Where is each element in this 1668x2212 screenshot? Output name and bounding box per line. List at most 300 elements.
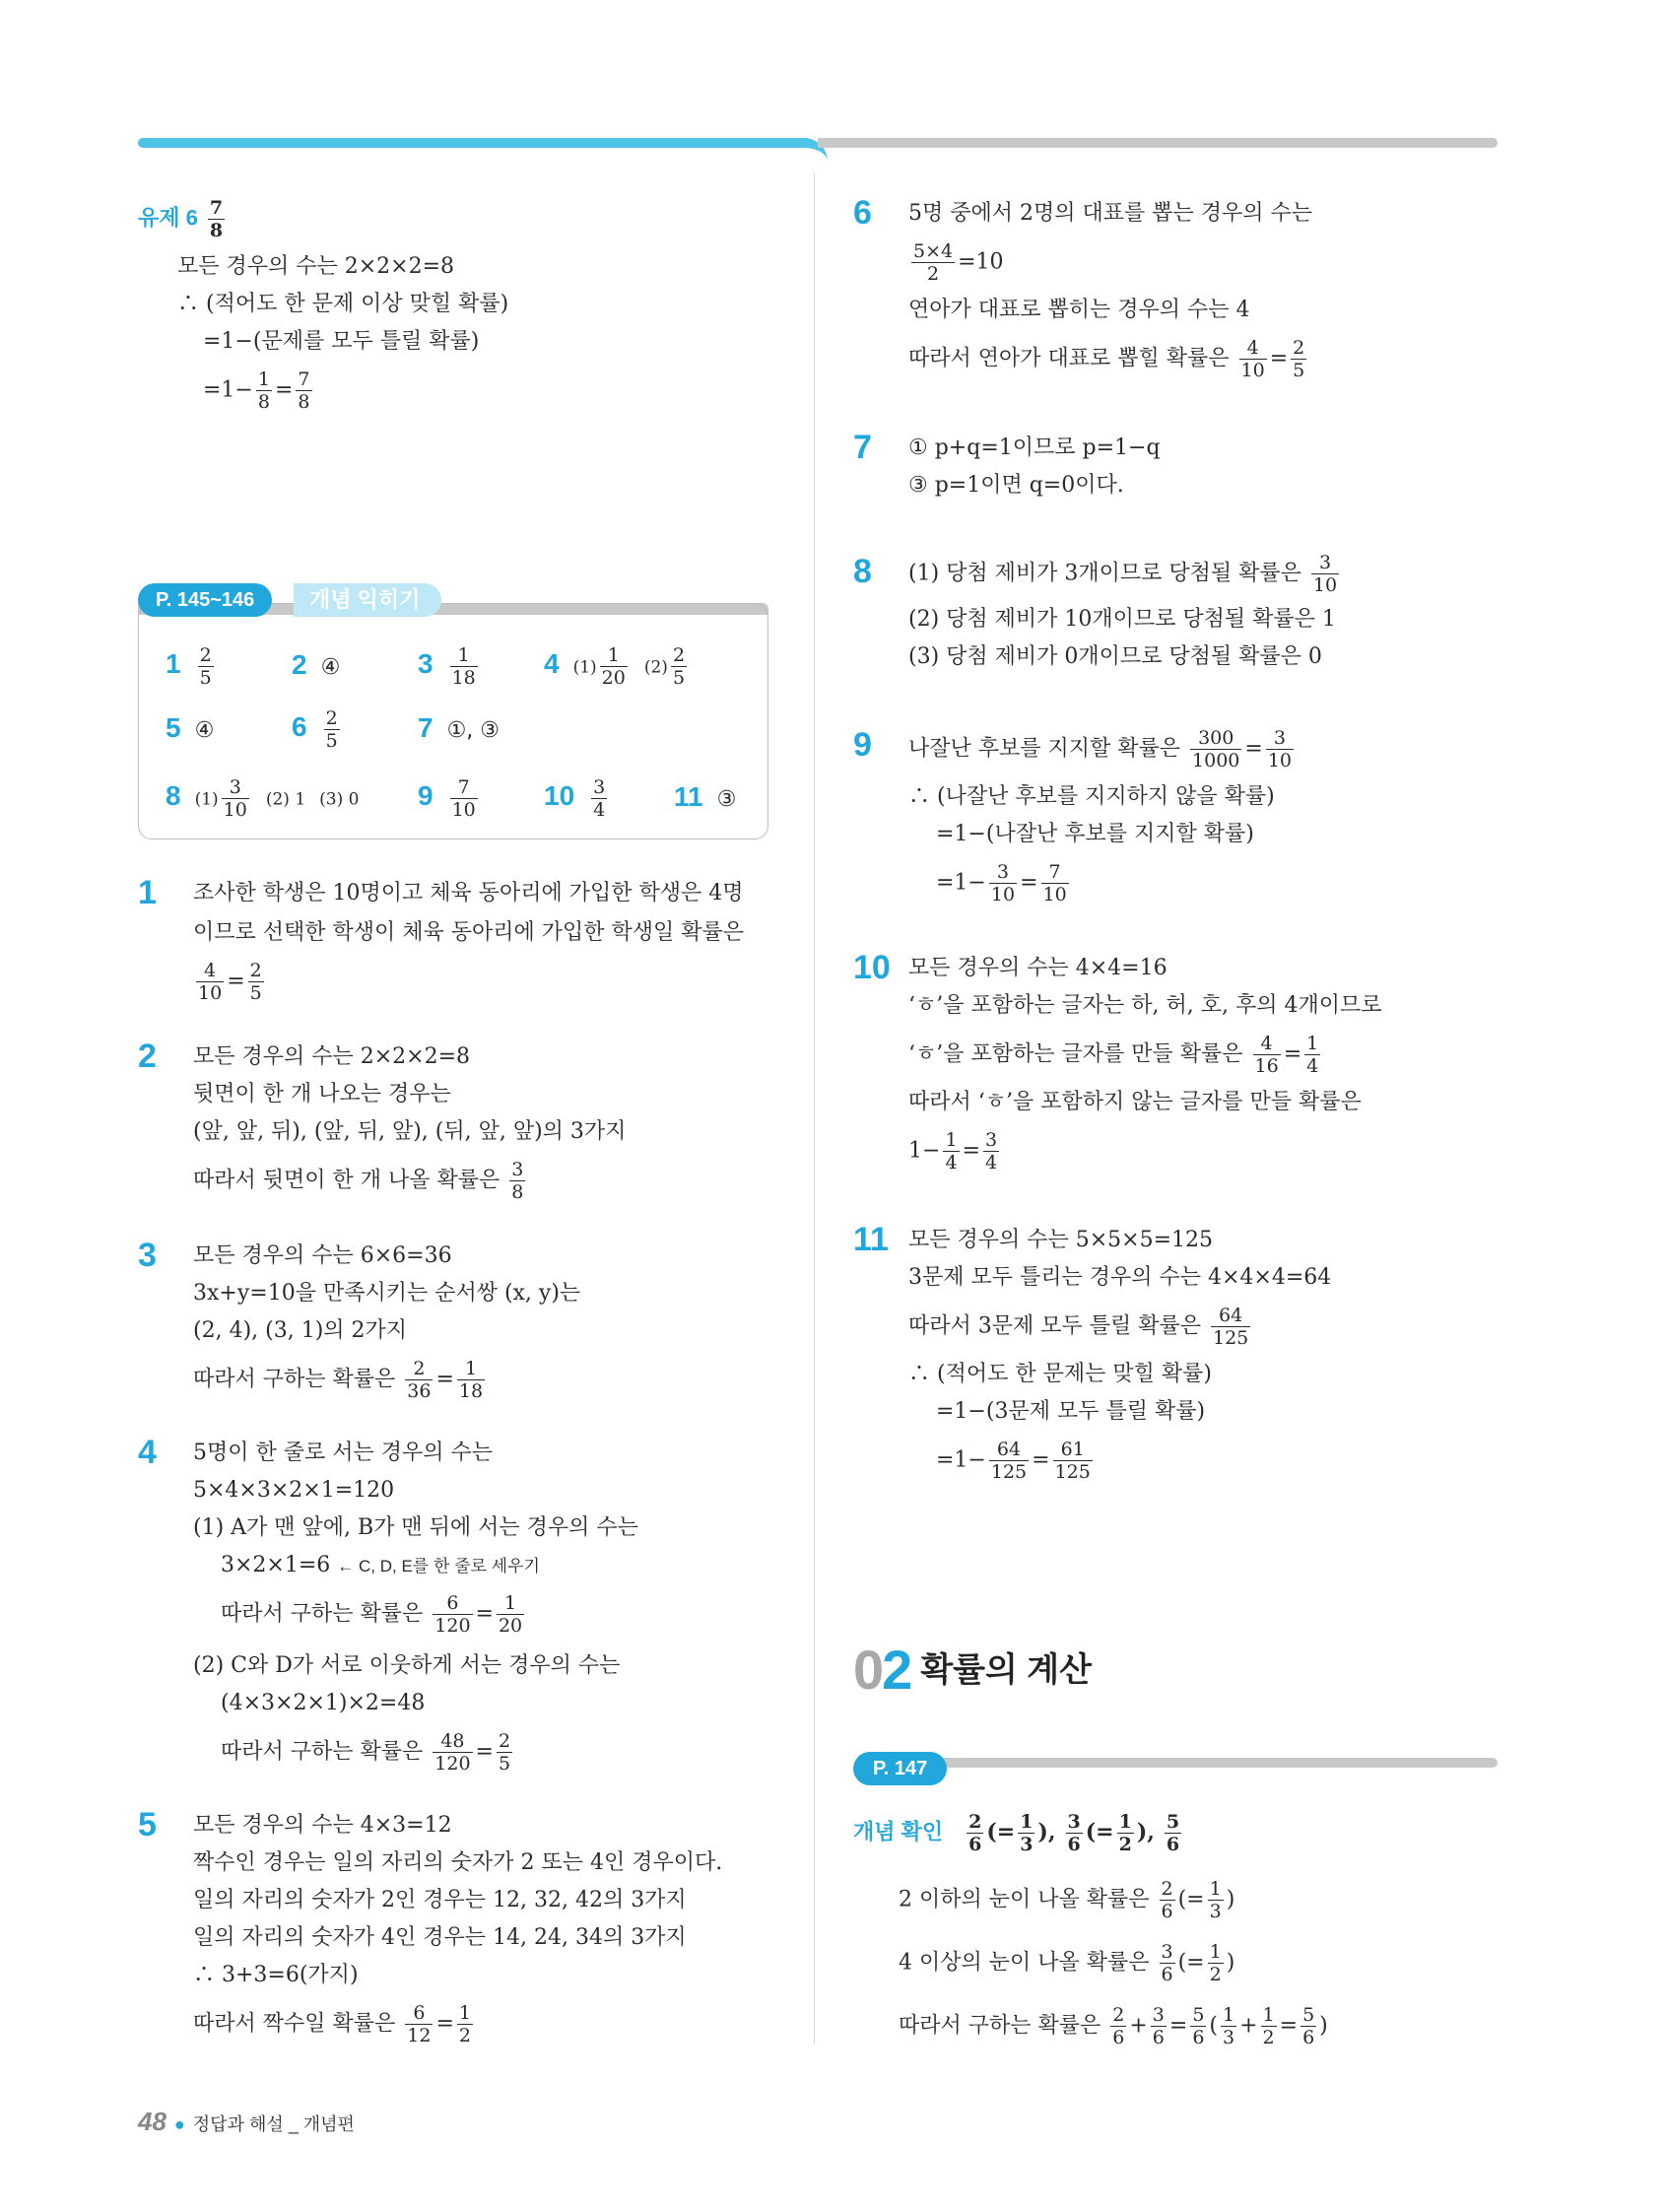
- concept-check-line: [853, 1811, 1184, 1855]
- frac-num: 48: [433, 1730, 472, 1753]
- part-label: (1): [572, 657, 597, 678]
- p147-bar: [916, 1758, 1498, 1768]
- q5-line3: 일의 자리의 숫자가 2인 경우는 12, 32, 42의 3가지: [193, 1888, 687, 1912]
- part-label: (2): [643, 657, 668, 678]
- example6-label: 유제 6: [138, 205, 198, 231]
- q3-line2: 3x+y=10을 만족시키는 순서쌍 (x, y)는: [193, 1281, 581, 1306]
- q6-line3: 연아가 대표로 뽑히는 경우의 수는 4: [908, 298, 1250, 322]
- answer-1: [166, 644, 217, 689]
- frac-num: 2: [1293, 337, 1305, 359]
- column-divider: [814, 172, 815, 2044]
- section-number: [853, 1639, 910, 1701]
- frac-den: 2: [1209, 1964, 1222, 1985]
- frac-num: 1: [497, 1592, 524, 1615]
- fraction: [1208, 1941, 1224, 1985]
- q2-line1: 모든 경우의 수는 2×2×2=8: [193, 1044, 471, 1069]
- frac-den: 8: [511, 1181, 524, 1203]
- q5-line4: 일의 자리의 숫자가 4인 경우는 14, 24, 34의 3가지: [193, 1925, 687, 1950]
- frac-num: 2: [1161, 1878, 1173, 1900]
- frac-num: 7: [209, 197, 224, 219]
- frac-num: 64: [989, 1439, 1029, 1461]
- fraction: [671, 644, 687, 689]
- answer-4: [544, 644, 690, 689]
- frac-num: 1: [1223, 2004, 1235, 2026]
- concept-check-line2: [899, 1941, 1234, 1985]
- frac-den: 10: [1267, 750, 1292, 771]
- frac-den: 8: [209, 220, 224, 241]
- equals: =: [435, 1367, 454, 1392]
- answer-value: ④: [320, 655, 341, 680]
- q5-number: 5: [138, 1806, 157, 1843]
- fraction: [324, 707, 340, 752]
- fraction: [433, 1592, 472, 1637]
- footer: [138, 2107, 355, 2137]
- frac-num: 6: [405, 2002, 433, 2025]
- frac-num: 7: [298, 369, 310, 390]
- fraction: [1221, 2004, 1236, 2048]
- frac-num: 2: [249, 960, 262, 981]
- text: 따라서 뒷면이 한 개 나올 확률은: [193, 1168, 500, 1193]
- q7-line2: ③ p=1이면 q=0이다.: [908, 473, 1124, 498]
- frac-num: 1: [458, 2002, 471, 2024]
- frac-num: 1: [257, 369, 270, 390]
- frac-den: 10: [198, 982, 223, 1004]
- part-label: (1): [194, 789, 219, 810]
- fraction: [405, 2002, 433, 2046]
- q2-line2: 뒷면이 한 개 나오는 경우는: [193, 1082, 451, 1106]
- answer-number: 10: [544, 779, 575, 811]
- frac-den: 10: [1312, 574, 1338, 596]
- fraction: [1151, 2004, 1167, 2048]
- plus: +: [1239, 2013, 1258, 2039]
- q4-line3: (1) A가 맨 앞에, B가 맨 뒤에 서는 경우의 수는: [193, 1515, 638, 1540]
- frac-den: 3: [1223, 2027, 1235, 2048]
- frac-den: 20: [601, 667, 626, 689]
- fraction: [911, 240, 955, 285]
- answer-2: [292, 650, 340, 683]
- equals: =: [274, 377, 294, 403]
- fraction: [989, 1439, 1029, 1483]
- answer-6: [292, 707, 343, 752]
- frac-den: 6: [1166, 1834, 1180, 1855]
- text: 따라서 구하는 확률은: [221, 1601, 424, 1627]
- q9-line1: [908, 727, 1297, 771]
- frac-den: 4: [1306, 1055, 1319, 1077]
- fraction: [1304, 1033, 1320, 1077]
- fraction: [196, 960, 224, 1004]
- text: 나잘난 후보를 지지할 확률은: [908, 736, 1181, 762]
- paren: (=: [1085, 1819, 1114, 1845]
- q6-line4: [908, 337, 1309, 381]
- q4-line8: [221, 1730, 515, 1775]
- text: (1) 당첨 제비가 3개이므로 당첨될 확률은: [908, 561, 1301, 586]
- frac-den: 5: [1293, 360, 1305, 381]
- frac-num: 1: [600, 644, 628, 667]
- fraction: [296, 369, 311, 413]
- fraction: [967, 1811, 983, 1855]
- frac-den: 3: [1209, 1901, 1222, 1922]
- equals: =: [227, 969, 245, 994]
- q11-line6: [936, 1439, 1096, 1483]
- frac-num: 4: [196, 960, 224, 982]
- equals: =: [435, 2011, 454, 2037]
- equals: =: [1269, 346, 1289, 371]
- frac-num: 2: [1112, 2004, 1125, 2026]
- frac-num: 2: [968, 1811, 982, 1833]
- q6-line2: [908, 240, 1004, 285]
- fraction: [1110, 2004, 1126, 2048]
- frac-num: 61: [1053, 1439, 1093, 1461]
- answer-value: ④: [194, 718, 215, 743]
- frac-num: 4: [1239, 337, 1267, 360]
- fraction: [1311, 552, 1339, 596]
- q8-line2: (2) 당첨 제비가 10개이므로 당첨될 확률은 1: [908, 607, 1336, 632]
- answer-11: [674, 782, 736, 815]
- frac-den: 2: [927, 263, 940, 285]
- frac-den: 6: [1161, 1901, 1173, 1922]
- text: =10: [958, 249, 1004, 275]
- answer-number: 7: [418, 712, 434, 743]
- frac-den: 125: [1213, 1327, 1249, 1349]
- frac-den: 1000: [1192, 750, 1240, 771]
- paren: (=: [1177, 1950, 1205, 1976]
- text: 3×2×1=6: [221, 1553, 331, 1577]
- q10-line4: 따라서 ‘ㅎ’을 포함하지 않는 글자를 만들 확률은: [908, 1090, 1362, 1114]
- section-number-a: 0: [853, 1639, 883, 1701]
- concept-box-page: P. 145~146: [138, 583, 272, 617]
- answer-number: 2: [292, 649, 307, 680]
- q5-line1: 모든 경우의 수는 4×3=12: [193, 1813, 452, 1838]
- frac-num: 3: [984, 1129, 998, 1151]
- q11-line1: 모든 경우의 수는 5×5×5=125: [908, 1228, 1214, 1252]
- text: =1−: [203, 377, 253, 403]
- fraction: [1266, 727, 1294, 771]
- frac-num: 5×4: [913, 240, 954, 262]
- paren: ): [1319, 2013, 1328, 2039]
- frac-num: 2: [672, 644, 686, 666]
- frac-den: 5: [498, 1753, 511, 1775]
- example6-line2: ∴ (적어도 한 문제 이상 맞힐 확률): [177, 292, 509, 316]
- frac-den: 120: [434, 1615, 471, 1637]
- answer-number: 3: [418, 647, 434, 679]
- section-number-b: 2: [882, 1639, 911, 1701]
- fraction: [509, 1159, 525, 1203]
- fraction: [497, 1592, 524, 1637]
- equals: =: [1279, 2013, 1299, 2039]
- answer-7: [418, 713, 500, 746]
- q2-line4: [193, 1159, 528, 1203]
- equals: =: [1283, 1041, 1302, 1067]
- q7-number: 7: [853, 429, 872, 466]
- text: 1−: [908, 1138, 941, 1164]
- paren: (=: [986, 1819, 1016, 1845]
- fraction: [433, 1730, 472, 1775]
- note: ← C, D, E를 한 줄로 세우기: [337, 1557, 540, 1575]
- frac-num: 1: [450, 644, 478, 667]
- plus: +: [1129, 2013, 1148, 2039]
- q3-number: 3: [138, 1237, 157, 1274]
- frac-num: 3: [1311, 552, 1339, 574]
- equals: =: [1020, 870, 1038, 896]
- frac-den: 12: [407, 2025, 432, 2046]
- frac-den: 6: [1302, 2027, 1315, 2048]
- frac-num: 2: [405, 1358, 433, 1380]
- frac-num: 7: [450, 776, 478, 799]
- frac-den: 5: [672, 667, 686, 689]
- frac-num: 3: [1161, 1941, 1173, 1963]
- fraction: [248, 960, 264, 1004]
- frac-num: 2: [199, 644, 212, 666]
- frac-den: 18: [451, 667, 476, 689]
- frac-num: 1: [1262, 2004, 1275, 2026]
- fraction: [983, 1129, 999, 1173]
- q4-line1: 5명이 한 줄로 서는 경우의 수는: [193, 1441, 493, 1465]
- text: 따라서 3문제 모두 틀릴 확률은: [908, 1313, 1201, 1339]
- frac-den: 10: [1042, 884, 1067, 905]
- example6-line1: 모든 경우의 수는 2×2×2=8: [177, 254, 455, 279]
- part-label: (3) 0: [319, 789, 360, 810]
- text: 4 이상의 눈이 나올 확률은: [899, 1950, 1150, 1976]
- paren: ): [1226, 1887, 1235, 1912]
- fraction: [497, 1730, 512, 1775]
- q10-line2: ‘ㅎ’을 포함하는 글자는 하, 허, 호, 후의 4개이므로: [908, 993, 1382, 1018]
- fraction: [198, 644, 214, 689]
- q6-line1: 5명 중에서 2명의 대표를 뽑는 경우의 수는: [908, 201, 1312, 226]
- fraction: [1041, 861, 1069, 905]
- q3-line3: (2, 4), (3, 1)의 2가지: [193, 1318, 408, 1343]
- equals: =: [475, 1739, 494, 1765]
- frac-num: 3: [1152, 2004, 1165, 2026]
- frac-den: 16: [1254, 1055, 1279, 1077]
- frac-num: 3: [511, 1159, 524, 1180]
- fraction: [1066, 1811, 1083, 1855]
- frac-num: 3: [222, 776, 249, 799]
- frac-den: 8: [298, 391, 310, 413]
- q10-line3: [908, 1033, 1323, 1077]
- answer-5: [166, 713, 214, 746]
- fraction: [1117, 1811, 1134, 1855]
- q8-number: 8: [853, 553, 872, 590]
- frac-num: 4: [1253, 1033, 1281, 1055]
- q11-number: 11: [853, 1221, 889, 1258]
- answer-number: 11: [674, 781, 703, 812]
- q10-line5: [908, 1129, 1002, 1173]
- q11-line3: [908, 1305, 1253, 1349]
- q8-line1: [908, 552, 1342, 596]
- q10-line1: 모든 경우의 수는 4×4=16: [908, 956, 1168, 980]
- answer-number: 6: [292, 710, 307, 742]
- fraction: [1301, 2004, 1316, 2048]
- frac-den: 4: [593, 799, 606, 821]
- equals: =: [1032, 1447, 1050, 1473]
- frac-den: 2: [1262, 2027, 1275, 2048]
- section-title: [853, 1638, 1092, 1702]
- fraction: [1253, 1033, 1281, 1077]
- q7-line1: ① p+q=1이므로 p=1−q: [908, 436, 1161, 460]
- part-label: (2) 1: [265, 789, 306, 810]
- frac-num: 5: [1302, 2004, 1315, 2026]
- answer-number: 5: [166, 712, 181, 743]
- fraction: [450, 644, 478, 689]
- equals: =: [1168, 2013, 1188, 2039]
- fraction: [256, 369, 272, 413]
- page-number: 48: [138, 2107, 167, 2136]
- paren: ),: [1037, 1819, 1056, 1845]
- answer-value: ③: [716, 787, 737, 812]
- q8-line3: (3) 당첨 제비가 0개이므로 당첨될 확률은 0: [908, 644, 1322, 669]
- fraction: [1018, 1811, 1034, 1855]
- fraction: [600, 644, 628, 689]
- fraction: [1239, 337, 1267, 381]
- frac-den: 6: [1112, 2027, 1125, 2048]
- frac-den: 5: [249, 982, 262, 1004]
- q5-line2: 짝수인 경우는 일의 자리의 숫자가 2 또는 4인 경우이다.: [193, 1850, 723, 1875]
- frac-num: 1: [1209, 1941, 1222, 1963]
- frac-num: 1: [1020, 1811, 1034, 1833]
- frac-den: 6: [968, 1834, 982, 1855]
- frac-den: 18: [458, 1380, 484, 1402]
- answer-9: [418, 776, 481, 821]
- fraction: [1261, 2004, 1277, 2048]
- q1-line3: [193, 960, 267, 1004]
- fraction: [457, 1358, 485, 1402]
- frac-den: 10: [990, 884, 1016, 905]
- q6-number: 6: [853, 194, 872, 232]
- frac-num: 3: [989, 861, 1017, 884]
- frac-den: 5: [199, 667, 212, 689]
- q1-number: 1: [138, 874, 157, 911]
- frac-den: 6: [1192, 2027, 1205, 2048]
- frac-den: 8: [257, 391, 270, 413]
- q11-line2: 3문제 모두 틀리는 경우의 수는 4×4×4=64: [908, 1265, 1332, 1290]
- q4-number: 4: [138, 1434, 157, 1471]
- frac-num: 6: [433, 1592, 472, 1615]
- frac-num: 2: [325, 707, 338, 729]
- concept-check-label: 개념 확인: [853, 1819, 944, 1844]
- fraction: [1165, 1811, 1181, 1855]
- fraction: [989, 861, 1017, 905]
- q9-number: 9: [853, 726, 872, 764]
- text: 따라서 구하는 확률은: [193, 1367, 396, 1392]
- example6-answer: [208, 197, 225, 241]
- frac-num: 1: [457, 1358, 485, 1380]
- example6-header: [138, 197, 228, 241]
- frac-den: 120: [434, 1753, 471, 1775]
- text: 따라서 구하는 확률은: [899, 2013, 1101, 2039]
- frac-num: 1: [1209, 1878, 1222, 1900]
- q1-line2: 이므로 선택한 학생이 체육 동아리에 가입한 학생일 확률은: [193, 920, 745, 945]
- text: =1−: [936, 1447, 986, 1473]
- q4-line5: [221, 1592, 527, 1637]
- frac-den: 3: [1020, 1834, 1034, 1855]
- frac-num: 5: [1166, 1811, 1180, 1833]
- equals: =: [962, 1138, 980, 1164]
- q11-line5: =1−(3문제 모두 틀릴 확률): [936, 1399, 1206, 1424]
- q4-line7: (4×3×2×1)×2=48: [221, 1691, 426, 1715]
- q9-line4: [936, 861, 1072, 905]
- frac-num: 1: [945, 1129, 958, 1151]
- fraction: [591, 776, 607, 821]
- frac-den: 4: [984, 1152, 998, 1173]
- q4-line2: 5×4×3×2×1=120: [193, 1478, 395, 1503]
- text: ‘ㅎ’을 포함하는 글자를 만들 확률은: [908, 1041, 1243, 1067]
- frac-num: 1: [1118, 1811, 1132, 1833]
- frac-num: 300: [1190, 727, 1241, 750]
- text: 따라서 짝수일 확률은: [193, 2011, 396, 2037]
- fraction: [457, 2002, 473, 2046]
- example6-line4: [203, 369, 315, 413]
- concept-check-line3: 따라서 구하는 확률은 $\frac{2}{6}$ + $\frac{3}{6}$ = $\frac{5}{6}$ ( $\frac{1}{3}$ + $\frac{1}{2}$ = $\frac{5}{6}$ ): [899, 2004, 1328, 2048]
- answer-number: 1: [166, 647, 181, 679]
- frac-den: 125: [990, 1461, 1028, 1483]
- frac-den: 10: [451, 799, 476, 821]
- concept-check-line1: [899, 1878, 1234, 1922]
- fraction: [1160, 1878, 1175, 1922]
- fraction: [1053, 1439, 1093, 1483]
- q3-line4: [193, 1358, 488, 1402]
- q11-line4: ∴ (적어도 한 문제는 맞힐 확률): [908, 1362, 1212, 1386]
- frac-den: 36: [407, 1380, 432, 1402]
- fraction: [943, 1129, 959, 1173]
- frac-num: 3: [1266, 727, 1294, 750]
- example6-line3: =1−(문제를 모두 틀릴 확률): [203, 329, 480, 354]
- fraction: [1208, 1878, 1224, 1922]
- q4-line6: (2) C와 D가 서로 이웃하게 서는 경우의 수는: [193, 1653, 621, 1678]
- q2-line3: (앞, 앞, 뒤), (앞, 뒤, 앞), (뒤, 앞, 앞)의 3가지: [193, 1119, 627, 1144]
- paren: (=: [1177, 1887, 1205, 1912]
- answer-number: 9: [418, 779, 434, 811]
- answer-number: 4: [544, 647, 560, 679]
- top-bar-right: [818, 138, 1498, 148]
- frac-num: 2: [498, 1730, 511, 1752]
- answer-value: ①, ③: [446, 718, 500, 743]
- frac-den: 2: [458, 2025, 471, 2046]
- frac-num: 64: [1211, 1305, 1250, 1327]
- frac-num: 3: [593, 776, 606, 798]
- equals: =: [1244, 736, 1263, 762]
- section-title-text: 확률의 계산: [920, 1651, 1092, 1689]
- q1-line1: 조사한 학생은 10명이고 체육 동아리에 가입한 학생은 4명: [193, 881, 744, 905]
- frac-den: 10: [1240, 360, 1265, 381]
- fraction: [405, 1358, 433, 1402]
- fraction: [1211, 1305, 1250, 1349]
- frac-num: 3: [1067, 1811, 1081, 1833]
- answer-10: [544, 776, 610, 821]
- frac-den: 10: [223, 799, 247, 821]
- paren: ),: [1136, 1819, 1155, 1845]
- q5-line6: [193, 2002, 476, 2046]
- equals: =: [475, 1601, 494, 1627]
- q4-line4: [221, 1551, 540, 1581]
- frac-den: 2: [1118, 1834, 1132, 1855]
- frac-den: 125: [1054, 1461, 1091, 1483]
- fraction: [1291, 337, 1306, 381]
- q10-number: 10: [853, 949, 891, 986]
- q9-line3: =1−(나잘난 후보를 지지할 확률): [936, 822, 1254, 846]
- frac-den: 20: [498, 1615, 523, 1637]
- text: 따라서 구하는 확률은: [221, 1739, 424, 1765]
- fraction: [1190, 727, 1241, 771]
- text: 따라서 연아가 대표로 뽑힐 확률은: [908, 346, 1230, 371]
- paren: ): [1226, 1950, 1235, 1976]
- answer-8: [166, 776, 359, 821]
- fraction: [1190, 2004, 1206, 2048]
- fraction: [1160, 1941, 1175, 1985]
- frac-num: 7: [1041, 861, 1069, 884]
- text: =1−: [936, 870, 986, 896]
- q2-number: 2: [138, 1038, 157, 1075]
- page-ref-147: P. 147: [853, 1752, 947, 1785]
